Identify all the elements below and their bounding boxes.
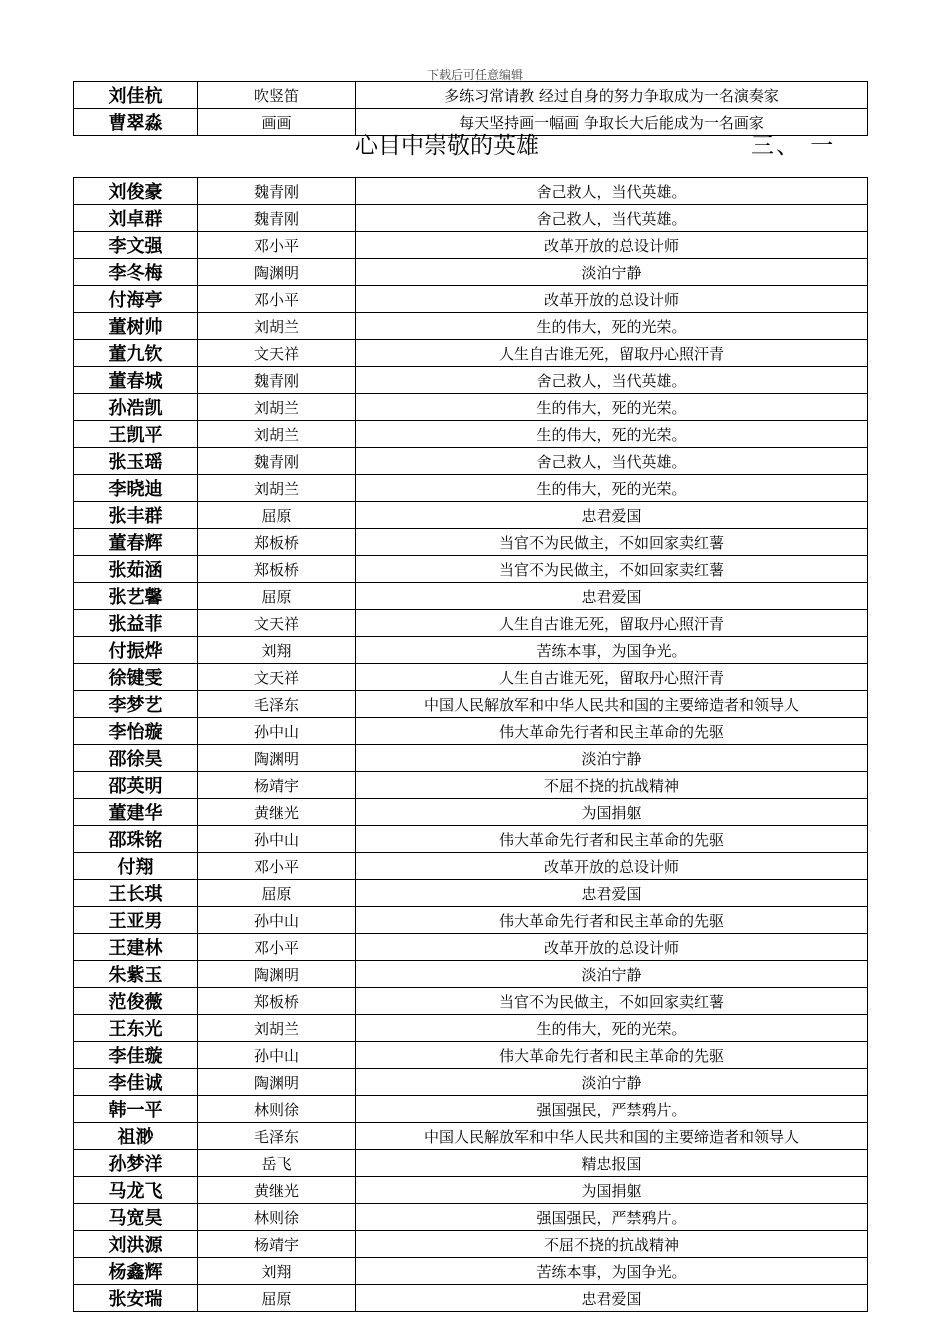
student-name-cell: 李晓迪 bbox=[74, 475, 198, 502]
reason-cell: 为国捐躯 bbox=[356, 1177, 868, 1204]
reason-cell: 不屈不挠的抗战精神 bbox=[356, 772, 868, 799]
student-name-cell: 李文强 bbox=[74, 232, 198, 259]
reason-cell: 舍己救人，当代英雄。 bbox=[356, 367, 868, 394]
student-name-cell: 邵珠铭 bbox=[74, 826, 198, 853]
table-row bbox=[74, 799, 868, 826]
table-row bbox=[74, 907, 868, 934]
reason-cell: 伟大革命先行者和民主革命的先驱 bbox=[356, 907, 868, 934]
reason-cell: 不屈不挠的抗战精神 bbox=[356, 1231, 868, 1258]
student-name-cell: 李冬梅 bbox=[74, 259, 198, 286]
student-name-cell: 董树帅 bbox=[74, 313, 198, 340]
hero-cell: 刘胡兰 bbox=[198, 421, 356, 448]
student-name-cell: 董春辉 bbox=[74, 529, 198, 556]
student-name-cell: 王亚男 bbox=[74, 907, 198, 934]
reason-cell: 生的伟大，死的光荣。 bbox=[356, 475, 868, 502]
hero-cell: 陶渊明 bbox=[198, 259, 356, 286]
student-name-cell: 徐键雯 bbox=[74, 664, 198, 691]
hero-cell: 刘胡兰 bbox=[198, 1015, 356, 1042]
student-name-cell: 邵徐昊 bbox=[74, 745, 198, 772]
hobby-cell: 画画 bbox=[198, 109, 356, 136]
table-row bbox=[74, 205, 868, 232]
student-name-cell: 祖渺 bbox=[74, 1123, 198, 1150]
hero-cell: 岳飞 bbox=[198, 1150, 356, 1177]
hero-table bbox=[73, 177, 868, 1312]
hero-cell: 黄继光 bbox=[198, 799, 356, 826]
hero-cell: 郑板桥 bbox=[198, 556, 356, 583]
hero-cell: 屈原 bbox=[198, 1285, 356, 1312]
table-row bbox=[74, 583, 868, 610]
table-row bbox=[74, 313, 868, 340]
table-row bbox=[74, 286, 868, 313]
hero-cell: 邓小平 bbox=[198, 853, 356, 880]
hero-cell: 郑板桥 bbox=[198, 529, 356, 556]
hobby-cell: 吹竖笛 bbox=[198, 82, 356, 109]
table-row bbox=[74, 178, 868, 205]
table-row bbox=[74, 394, 868, 421]
reason-cell: 舍己救人，当代英雄。 bbox=[356, 178, 868, 205]
table-row bbox=[74, 1123, 868, 1150]
reason-cell: 强国强民，严禁鸦片。 bbox=[356, 1204, 868, 1231]
student-name-cell: 付海亭 bbox=[74, 286, 198, 313]
student-name-cell: 王建林 bbox=[74, 934, 198, 961]
hero-cell: 魏青刚 bbox=[198, 205, 356, 232]
student-name-cell: 张安瑞 bbox=[74, 1285, 198, 1312]
hero-cell: 郑板桥 bbox=[198, 988, 356, 1015]
reason-cell: 改革开放的总设计师 bbox=[356, 853, 868, 880]
table-row bbox=[74, 421, 868, 448]
student-name-cell: 李佳诚 bbox=[74, 1069, 198, 1096]
student-name-cell: 张丰群 bbox=[74, 502, 198, 529]
table-row bbox=[74, 880, 868, 907]
table-row bbox=[74, 529, 868, 556]
reason-cell: 为国捐躯 bbox=[356, 799, 868, 826]
reason-cell: 当官不为民做主，不如回家卖红薯 bbox=[356, 988, 868, 1015]
table-row bbox=[74, 1042, 868, 1069]
reason-cell: 舍己救人，当代英雄。 bbox=[356, 448, 868, 475]
header-note: 下载后可任意编辑 bbox=[426, 68, 523, 82]
class-label: 三、 一 bbox=[751, 133, 836, 159]
reason-cell: 淡泊宁静 bbox=[356, 259, 868, 286]
reason-cell: 生的伟大，死的光荣。 bbox=[356, 394, 868, 421]
hero-cell: 陶渊明 bbox=[198, 745, 356, 772]
reason-cell: 忠君爱国 bbox=[356, 880, 868, 907]
hero-cell: 刘胡兰 bbox=[198, 394, 356, 421]
hero-cell: 邓小平 bbox=[198, 934, 356, 961]
reason-cell: 生的伟大，死的光荣。 bbox=[356, 313, 868, 340]
student-name-cell: 曹翠淼 bbox=[74, 109, 198, 136]
hero-cell: 邓小平 bbox=[198, 232, 356, 259]
hero-cell: 魏青刚 bbox=[198, 367, 356, 394]
student-name-cell: 李佳璇 bbox=[74, 1042, 198, 1069]
hero-cell: 孙中山 bbox=[198, 907, 356, 934]
hero-cell: 黄继光 bbox=[198, 1177, 356, 1204]
table-row bbox=[74, 1069, 868, 1096]
section-title: 心目中崇敬的英雄 bbox=[355, 133, 539, 159]
student-name-cell: 孙浩凯 bbox=[74, 394, 198, 421]
reason-cell: 伟大革命先行者和民主革命的先驱 bbox=[356, 826, 868, 853]
table-row bbox=[74, 772, 868, 799]
table-row bbox=[74, 853, 868, 880]
reason-cell: 忠君爱国 bbox=[356, 1285, 868, 1312]
plan-cell: 多练习常请教 经过自身的努力争取成为一名演奏家 bbox=[356, 82, 868, 109]
hero-cell: 林则徐 bbox=[198, 1096, 356, 1123]
reason-cell: 苦练本事，为国争光。 bbox=[356, 1258, 868, 1285]
student-name-cell: 刘俊豪 bbox=[74, 178, 198, 205]
student-name-cell: 刘佳杭 bbox=[74, 82, 198, 109]
hero-cell: 文天祥 bbox=[198, 610, 356, 637]
student-name-cell: 李梦艺 bbox=[74, 691, 198, 718]
plan-cell: 每天坚持画一幅画 争取长大后能成为一名画家 bbox=[356, 109, 868, 136]
table-row bbox=[74, 637, 868, 664]
student-name-cell: 杨鑫辉 bbox=[74, 1258, 198, 1285]
reason-cell: 精忠报国 bbox=[356, 1150, 868, 1177]
reason-cell: 改革开放的总设计师 bbox=[356, 934, 868, 961]
hero-cell: 毛泽东 bbox=[198, 691, 356, 718]
hero-cell: 刘翔 bbox=[198, 637, 356, 664]
student-name-cell: 王长琪 bbox=[74, 880, 198, 907]
hero-cell: 林则徐 bbox=[198, 1204, 356, 1231]
hero-cell: 孙中山 bbox=[198, 826, 356, 853]
table-row bbox=[74, 1258, 868, 1285]
hero-cell: 杨靖宇 bbox=[198, 772, 356, 799]
student-name-cell: 马宽昊 bbox=[74, 1204, 198, 1231]
section-header bbox=[73, 130, 867, 172]
table-row bbox=[74, 475, 868, 502]
student-name-cell: 董春城 bbox=[74, 367, 198, 394]
hero-cell: 文天祥 bbox=[198, 340, 356, 367]
table-row bbox=[74, 340, 868, 367]
table-row bbox=[74, 664, 868, 691]
student-name-cell: 董九钦 bbox=[74, 340, 198, 367]
hero-cell: 孙中山 bbox=[198, 718, 356, 745]
table-row bbox=[74, 556, 868, 583]
reason-cell: 忠君爱国 bbox=[356, 502, 868, 529]
student-name-cell: 张益菲 bbox=[74, 610, 198, 637]
table-row bbox=[74, 1231, 868, 1258]
table-row bbox=[74, 961, 868, 988]
student-name-cell: 王凯平 bbox=[74, 421, 198, 448]
student-name-cell: 张艺馨 bbox=[74, 583, 198, 610]
student-name-cell: 王东光 bbox=[74, 1015, 198, 1042]
reason-cell: 人生自古谁无死，留取丹心照汗青 bbox=[356, 340, 868, 367]
reason-cell: 苦练本事，为国争光。 bbox=[356, 637, 868, 664]
table-row bbox=[74, 232, 868, 259]
student-name-cell: 邵英明 bbox=[74, 772, 198, 799]
table-row bbox=[74, 259, 868, 286]
table-row bbox=[74, 691, 868, 718]
table-row bbox=[74, 934, 868, 961]
table-row bbox=[74, 82, 868, 109]
table-row bbox=[74, 448, 868, 475]
student-name-cell: 刘卓群 bbox=[74, 205, 198, 232]
reason-cell: 强国强民，严禁鸦片。 bbox=[356, 1096, 868, 1123]
reason-cell: 伟大革命先行者和民主革命的先驱 bbox=[356, 718, 868, 745]
student-name-cell: 董建华 bbox=[74, 799, 198, 826]
hero-cell: 文天祥 bbox=[198, 664, 356, 691]
reason-cell: 舍己救人，当代英雄。 bbox=[356, 205, 868, 232]
reason-cell: 伟大革命先行者和民主革命的先驱 bbox=[356, 1042, 868, 1069]
student-name-cell: 朱紫玉 bbox=[74, 961, 198, 988]
hero-cell: 刘胡兰 bbox=[198, 313, 356, 340]
hero-cell: 陶渊明 bbox=[198, 961, 356, 988]
reason-cell: 中国人民解放军和中华人民共和国的主要缔造者和领导人 bbox=[356, 691, 868, 718]
hero-cell: 魏青刚 bbox=[198, 448, 356, 475]
reason-cell: 当官不为民做主，不如回家卖红薯 bbox=[356, 556, 868, 583]
hero-cell: 陶渊明 bbox=[198, 1069, 356, 1096]
student-name-cell: 孙梦洋 bbox=[74, 1150, 198, 1177]
reason-cell: 中国人民解放军和中华人民共和国的主要缔造者和领导人 bbox=[356, 1123, 868, 1150]
table-row bbox=[74, 1177, 868, 1204]
student-name-cell: 张玉瑶 bbox=[74, 448, 198, 475]
student-name-cell: 付翔 bbox=[74, 853, 198, 880]
student-name-cell: 刘洪源 bbox=[74, 1231, 198, 1258]
hero-cell: 毛泽东 bbox=[198, 1123, 356, 1150]
reason-cell: 人生自古谁无死，留取丹心照汗青 bbox=[356, 610, 868, 637]
table-row bbox=[74, 1150, 868, 1177]
table-row bbox=[74, 826, 868, 853]
hero-cell: 魏青刚 bbox=[198, 178, 356, 205]
reason-cell: 当官不为民做主，不如回家卖红薯 bbox=[356, 529, 868, 556]
student-name-cell: 张茹涵 bbox=[74, 556, 198, 583]
table-row bbox=[74, 1096, 868, 1123]
hero-cell: 屈原 bbox=[198, 880, 356, 907]
reason-cell: 人生自古谁无死，留取丹心照汗青 bbox=[356, 664, 868, 691]
hero-table-body bbox=[74, 178, 868, 1312]
table-row bbox=[74, 1015, 868, 1042]
table-row bbox=[74, 988, 868, 1015]
hero-cell: 屈原 bbox=[198, 502, 356, 529]
hero-cell: 屈原 bbox=[198, 583, 356, 610]
table-row bbox=[74, 718, 868, 745]
hero-cell: 杨靖宇 bbox=[198, 1231, 356, 1258]
hobby-table-body bbox=[74, 82, 868, 136]
hobby-table bbox=[73, 81, 868, 136]
table-row bbox=[74, 745, 868, 772]
hero-cell: 刘胡兰 bbox=[198, 475, 356, 502]
student-name-cell: 马龙飞 bbox=[74, 1177, 198, 1204]
table-row bbox=[74, 502, 868, 529]
student-name-cell: 李怡璇 bbox=[74, 718, 198, 745]
hero-cell: 孙中山 bbox=[198, 1042, 356, 1069]
reason-cell: 生的伟大，死的光荣。 bbox=[356, 421, 868, 448]
student-name-cell: 付振烨 bbox=[74, 637, 198, 664]
table-row bbox=[74, 1285, 868, 1312]
student-name-cell: 韩一平 bbox=[74, 1096, 198, 1123]
hero-cell: 刘翔 bbox=[198, 1258, 356, 1285]
reason-cell: 淡泊宁静 bbox=[356, 961, 868, 988]
reason-cell: 淡泊宁静 bbox=[356, 745, 868, 772]
reason-cell: 改革开放的总设计师 bbox=[356, 232, 868, 259]
reason-cell: 生的伟大，死的光荣。 bbox=[356, 1015, 868, 1042]
reason-cell: 淡泊宁静 bbox=[356, 1069, 868, 1096]
student-name-cell: 范俊薇 bbox=[74, 988, 198, 1015]
table-row bbox=[74, 610, 868, 637]
reason-cell: 改革开放的总设计师 bbox=[356, 286, 868, 313]
hero-cell: 邓小平 bbox=[198, 286, 356, 313]
reason-cell: 忠君爱国 bbox=[356, 583, 868, 610]
table-row bbox=[74, 367, 868, 394]
table-row bbox=[74, 1204, 868, 1231]
